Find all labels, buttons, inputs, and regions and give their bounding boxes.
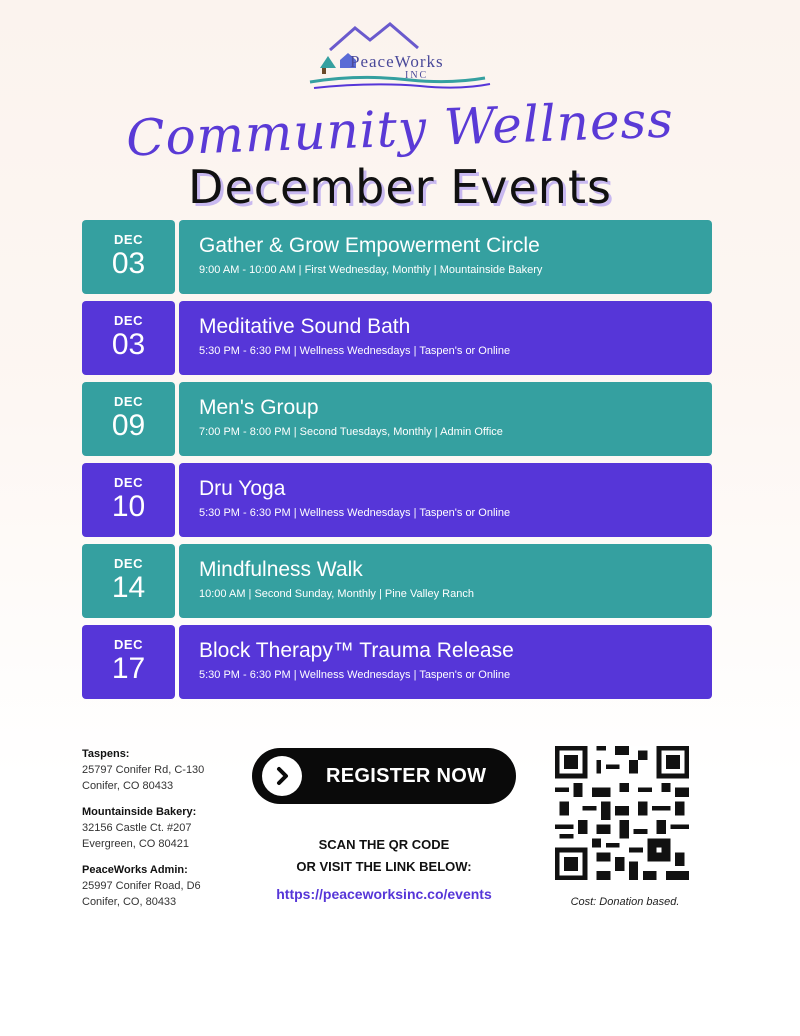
location-name: Taspens: [82,748,130,760]
date-month: DEC [114,312,143,328]
date-badge [82,220,175,294]
event-row[interactable] [82,220,712,294]
script-title: Community Wellness [125,90,675,168]
event-title: Gather & Grow Empowerment Circle [199,234,540,257]
location-line: 25797 Conifer Rd, C-130 [82,764,205,776]
location-item [82,862,204,910]
register-label: REGISTER NOW [326,764,487,787]
event-row[interactable] [82,544,712,618]
date-badge [82,301,175,375]
location-list [82,746,204,920]
events-link[interactable]: https://peaceworksinc.co/events [276,886,492,902]
event-title: Mindfulness Walk [199,558,363,581]
location-line: Evergreen, CO 80421 [82,838,190,850]
date-day: 10 [111,489,146,523]
event-details: 10:00 AM | Second Sunday, Monthly | Pine Valley Ranch [199,588,474,600]
event-title: Dru Yoga [199,477,286,500]
date-day: 17 [111,651,146,685]
date-day: 09 [111,408,146,442]
date-month: DEC [114,474,143,490]
events-list [82,220,712,706]
event-title: Meditative Sound Bath [199,315,411,338]
date-month: DEC [114,636,143,652]
date-badge [82,625,175,699]
event-row[interactable] [82,625,712,699]
date-badge [82,463,175,537]
event-info [179,382,712,456]
event-row[interactable] [82,463,712,537]
scan-instructions [252,834,516,878]
register-now-button[interactable] [252,748,516,804]
event-details: 5:30 PM - 6:30 PM | Wellness Wednesdays | Taspen's or Online [199,669,511,681]
date-day: 14 [111,570,146,604]
scan-line: SCAN THE QR CODE [318,837,450,852]
location-name: PeaceWorks Admin: [82,864,188,876]
event-details: 5:30 PM - 6:30 PM | Wellness Wednesdays | Taspen's or Online [199,507,511,519]
date-day: 03 [111,246,146,280]
logo-name: PeaceWorks [350,52,444,71]
location-item [82,746,204,794]
cost-note: Cost: Donation based. [570,896,680,908]
event-details: 5:30 PM - 6:30 PM | Wellness Wednesdays | Taspen's or Online [199,345,511,357]
date-month: DEC [114,231,143,247]
event-details: 9:00 AM - 10:00 AM | First Wednesday, Monthly | Mountainside Bakery [199,264,543,276]
date-badge [82,544,175,618]
event-row[interactable] [82,301,712,375]
location-item [82,804,204,852]
chevron-right-icon [262,756,302,796]
scan-line: OR VISIT THE LINK BELOW: [296,859,472,874]
location-line: Conifer, CO, 80433 [82,896,177,908]
qr-code-icon[interactable] [555,746,689,880]
event-row[interactable] [82,382,712,456]
location-line: 32156 Castle Ct. #207 [82,822,192,834]
event-info [179,463,712,537]
location-line: Conifer, CO 80433 [82,780,174,792]
event-info [179,544,712,618]
date-badge [82,382,175,456]
event-info [179,625,712,699]
event-info [179,220,712,294]
event-details: 7:00 PM - 8:00 PM | Second Tuesdays, Monthly | Admin Office [199,426,503,438]
location-name: Mountainside Bakery: [82,806,197,818]
event-title: Men's Group [199,396,319,419]
date-month: DEC [114,393,143,409]
location-line: 25997 Conifer Road, D6 [82,880,201,892]
date-month: DEC [114,555,143,571]
date-day: 03 [111,327,146,361]
event-info [179,301,712,375]
logo-sub: INC [405,70,429,81]
event-title: Block Therapy™ Trauma Release [199,639,514,662]
page-title: December Events [188,160,612,214]
